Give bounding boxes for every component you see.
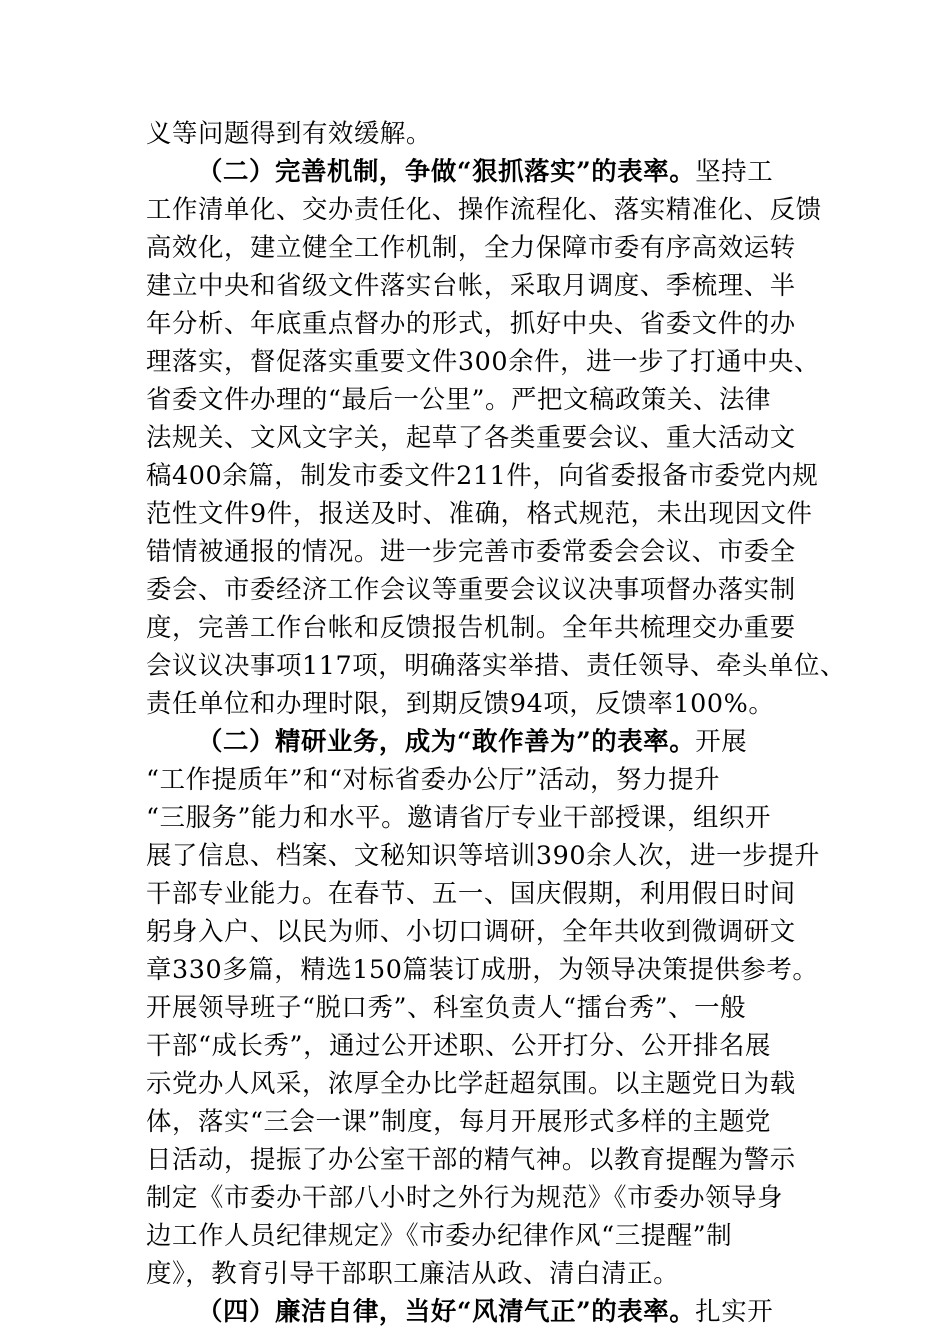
body-line: “三服务”能力和水平。邀请省厅专业干部授课，组织开 — [146, 802, 771, 832]
body-text: 坚持工 — [695, 156, 774, 186]
body-line: 委会、市委经济工作会议等重要会议议决事项督办落实制 — [146, 574, 796, 604]
body-line: 范性文件9件，报送及时、准确，格式规范，未出现因文件 — [146, 498, 813, 528]
body-line: 建立中央和省级文件落实台帐，采取月调度、季梳理、半 — [146, 270, 796, 300]
section-heading: （二）完善机制，争做“狠抓落实”的表率。 — [197, 156, 696, 186]
body-line: 责任单位和办理时限，到期反馈94项，反馈率100%。 — [146, 688, 775, 718]
body-line: 边工作人员纪律规定》《市委办纪律作风“三提醒”制 — [146, 1220, 733, 1250]
body-line: 会议议决事项117项，明确落实举措、责任领导、牵头单位、 — [146, 650, 847, 680]
body-text: 扎实开 — [695, 1296, 774, 1326]
body-line: 体，落实“三会一课”制度，每月开展形式多样的主题党 — [146, 1106, 771, 1136]
body-line: 章330多篇，精选150篇装订成册，为领导决策提供参考。 — [146, 954, 819, 984]
body-line: 干部“成长秀”，通过公开述职、公开打分、公开排名展 — [146, 1030, 771, 1060]
body-line: 工作清单化、交办责任化、操作流程化、落实精准化、反馈 — [146, 194, 822, 224]
body-line: 高效化，建立健全工作机制，全力保障市委有序高效运转 — [146, 232, 796, 262]
body-line: 干部专业能力。在春节、五一、国庆假期，利用假日时间 — [146, 878, 796, 908]
body-line: 省委文件办理的“最后一公里”。严把文稿政策关、法律 — [146, 384, 771, 414]
body-line: 年分析、年底重点督办的形式，抓好中央、省委文件的办 — [146, 308, 796, 338]
section-heading: （二）精研业务，成为“敢作善为”的表率。 — [197, 726, 696, 756]
paragraph-2-first-line — [197, 152, 869, 190]
body-line: “工作提质年”和“对标省委办公厅”活动，努力提升 — [146, 764, 721, 794]
body-text: 开展 — [695, 726, 748, 756]
section-heading: （四）廉洁自律，当好“风清气正”的表率。 — [197, 1296, 696, 1326]
body-line: 展了信息、档案、文秘知识等培训390余人次，进一步提升 — [146, 840, 821, 870]
body-line: 制定《市委办干部八小时之外行为规范》《市委办领导身 — [146, 1182, 784, 1212]
body-line: 开展领导班子“脱口秀”、科室负责人“擂台秀”、一般 — [146, 992, 747, 1022]
body-line: 义等问题得到有效缓解。 — [146, 118, 432, 148]
body-line: 理落实，督促落实重要文件300余件，进一步了打通中央、 — [146, 346, 821, 376]
paragraph-4-first-line — [197, 1292, 869, 1330]
paragraph-3-first-line — [197, 722, 869, 760]
body-line: 度》，教育引导干部职工廉洁从政、清白清正。 — [146, 1258, 680, 1288]
body-line: 错情被通报的情况。进一步完善市委常委会会议、市委全 — [146, 536, 796, 566]
body-line: 日活动，提振了办公室干部的精气神。以教育提醒为警示 — [146, 1144, 796, 1174]
body-line: 稿400余篇，制发市委文件211件，向省委报备市委党内规 — [146, 460, 819, 490]
body-line: 法规关、文风文字关，起草了各类重要会议、重大活动文 — [146, 422, 796, 452]
body-line: 躬身入户、以民为师、小切口调研，全年共收到微调研文 — [146, 916, 796, 946]
body-line: 度，完善工作台帐和反馈报告机制。全年共梳理交办重要 — [146, 612, 796, 642]
body-line: 示党办人风采，浓厚全办比学赶超氛围。以主题党日为载 — [146, 1068, 796, 1098]
